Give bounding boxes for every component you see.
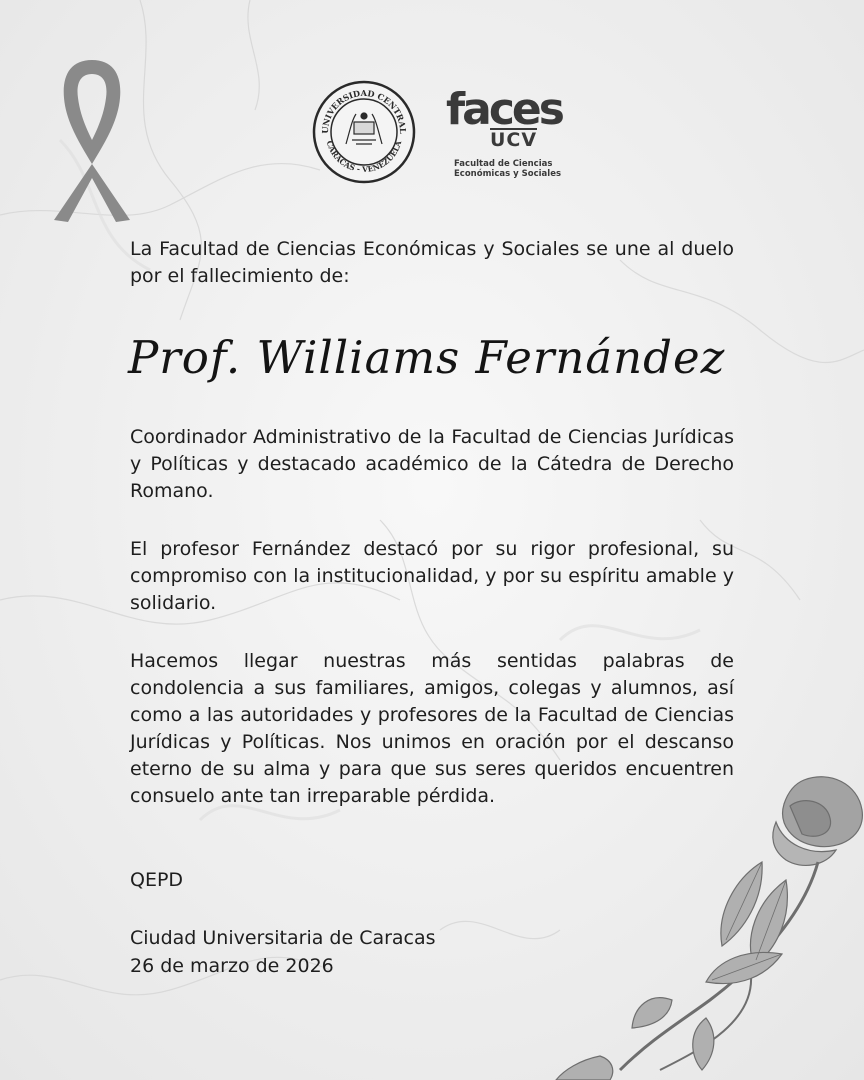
- faces-logo-subtitle: [454, 159, 561, 179]
- qepd-label: QEPD: [130, 869, 184, 891]
- paragraph-tribute: El profesor Fernández destacó por su rigor profesional, su compromiso con la institucionalidad, y por su espíritu amable y solidario.: [130, 538, 734, 614]
- faces-logo-subtitle-line2: Económicas y Sociales: [454, 169, 562, 179]
- faces-logo-subtitle-line1: Facultad de Ciencias: [454, 159, 553, 169]
- svg-text:UNIVERSIDAD CENTRAL: UNIVERSIDAD CENTRAL: [319, 87, 409, 134]
- closing-date: 26 de marzo de 2026: [130, 955, 334, 977]
- mourning-ribbon-icon: [40, 52, 144, 228]
- intro-text: La Facultad de Ciencias Económicas y Sociales se une al duelo por el fallecimiento de:: [130, 238, 734, 287]
- paragraph-role: Coordinador Administrativo de la Facultad de Ciencias Jurídicas y Políticas y destacado académico de la Cátedra de Derecho Romano.: [130, 426, 734, 502]
- faces-logo-ucv: UCV: [490, 129, 538, 151]
- rose-illustration: [540, 770, 864, 1080]
- faces-logo-word: faces: [446, 84, 562, 135]
- paragraph-condolence: Hacemos llegar nuestras más sentidas palabras de condolencia a sus familiares, amigos, colegas y alumnos, así como a las autoridades y profesores de la Facultad de Ciencias Jurídicas y Políticas. Nos unimos en oración por el descanso eterno de su alma y para que sus seres queridos encuentren consuelo ante tan irreparable pérdida.: [130, 650, 734, 807]
- svg-text:CARACAS - VENEZUELA: CARACAS - VENEZUELA: [324, 139, 404, 175]
- deceased-name: Prof. Williams Fernández: [128, 331, 726, 384]
- closing-place: Ciudad Universitaria de Caracas: [130, 927, 436, 949]
- university-seal: [312, 80, 416, 184]
- faces-ucv-logo: [446, 84, 562, 184]
